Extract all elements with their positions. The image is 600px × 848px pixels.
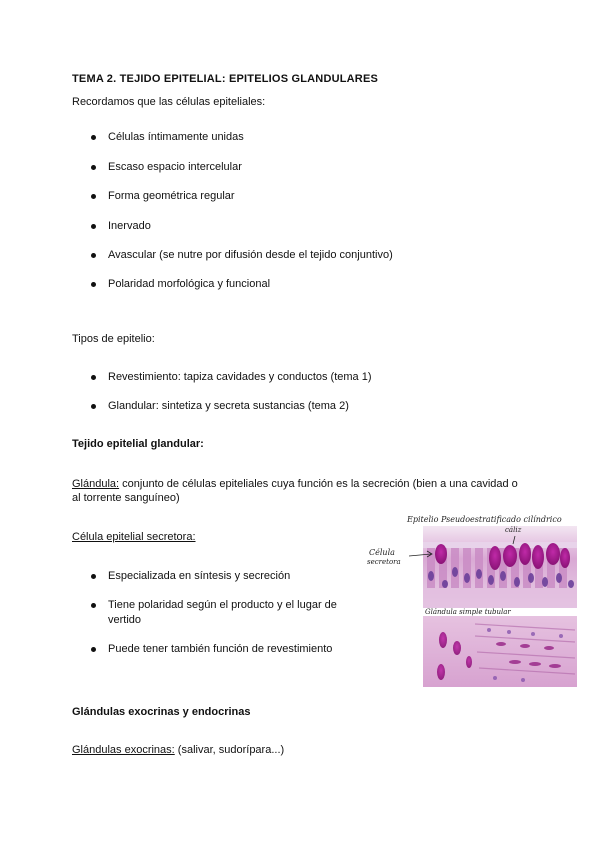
intro-text: Recordamos que las células epiteliales: [72,96,266,108]
figure-annotation-left2: secretora [367,558,401,566]
types-heading: Tipos de epitelio: [72,333,155,345]
bullet-icon [91,165,96,170]
section-heading-exo-endo: Glándulas exocrinas y endocrinas [72,706,251,718]
bullet-icon [91,603,96,608]
exocrine-line [72,744,284,756]
bullet-icon [91,647,96,652]
bullet-icon [91,194,96,199]
list-item: Inervado [108,220,151,232]
list-item: Especializada en síntesis y secreción [108,570,291,582]
bullet-icon [91,135,96,140]
secretory-cell-heading: Célula epitelial secretora: [72,531,196,543]
list-item: Avascular (se nutre por difusión desde el tejido conjuntivo) [108,249,393,261]
page-title: TEMA 2. TEJIDO EPITELIAL: EPITELIOS GLANDULARES [72,73,379,85]
list-item: Tiene polaridad según el producto y el lugar de vertido [108,599,337,626]
glandula-term: Glándula: [72,478,120,490]
glandula-text: conjunto de células epiteliales cuya función es la secreción (bien a una cavidad o [119,478,518,490]
figure-annotation-left: Célula [369,548,395,557]
figure-annotation-caliz: cáliz [505,526,522,534]
list-item: Puede tener también función de revestimiento [108,643,333,655]
figure-annotation-bottom: Glándula simple tubular [425,608,511,616]
list-item: Escaso espacio intercelular [108,161,242,173]
bullet-icon [91,574,96,579]
histology-figure [365,512,577,687]
bullet-icon [91,375,96,380]
glandula-definition-cont: al torrente sanguíneo) [72,492,180,504]
bullet-icon [91,404,96,409]
list-item: Forma geométrica regular [108,190,235,202]
glandula-definition [72,478,518,490]
bullet-icon [91,282,96,287]
micrograph-image [365,512,577,687]
figure-annotation-top: Epitelio Pseudoestratificado cilíndrico [407,515,562,524]
exocrine-term: Glándulas exocrinas: [72,744,175,756]
list-item: Glandular: sintetiza y secreta sustancias (tema 2) [108,400,349,412]
list-item: Revestimiento: tapiza cavidades y conductos (tema 1) [108,371,372,383]
bullet-icon [91,253,96,258]
list-item: Células íntimamente unidas [108,131,244,143]
bullet-icon [91,224,96,229]
section-heading-glandular: Tejido epitelial glandular: [72,438,204,450]
exocrine-text: (salivar, sudorípara...) [174,744,285,756]
list-item: Polaridad morfológica y funcional [108,278,271,290]
